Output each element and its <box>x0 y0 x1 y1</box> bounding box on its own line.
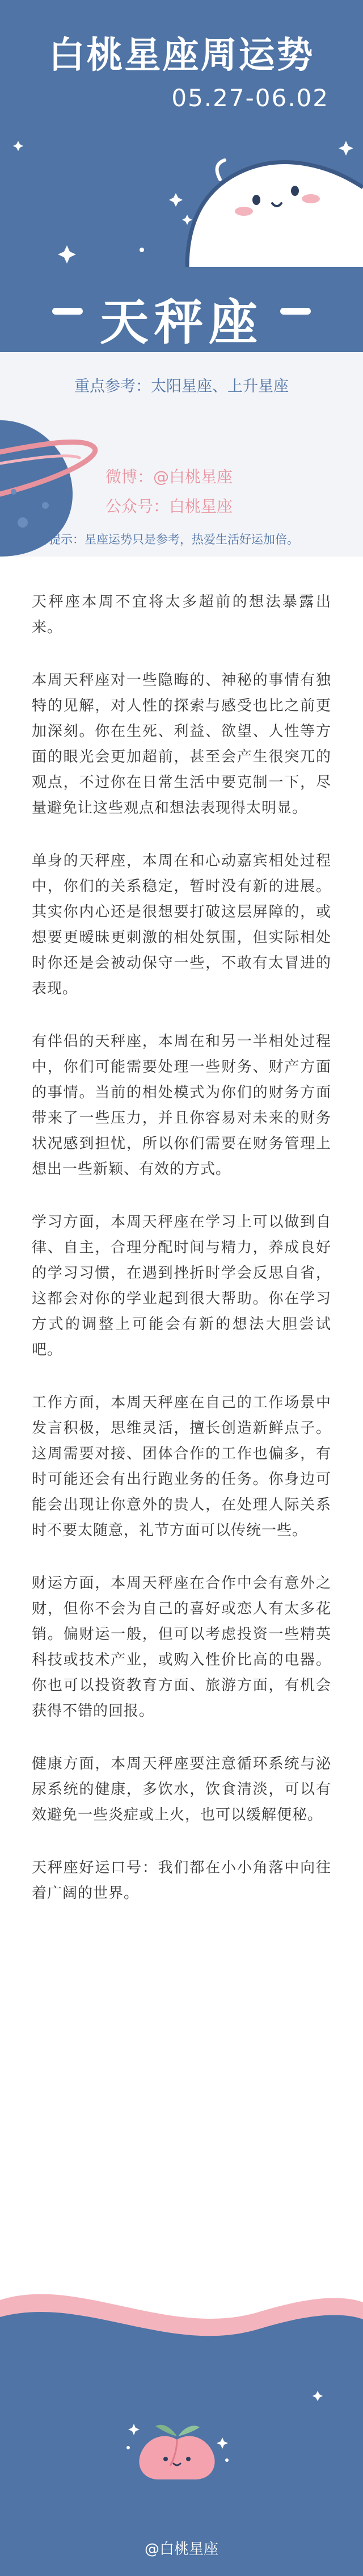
reference-note: 重点参考：太阳星座、上升星座 <box>74 378 289 395</box>
cloud-mascot-icon <box>187 162 363 267</box>
header <box>0 0 363 267</box>
zodiac-name: 天秤座 <box>100 294 263 351</box>
right-dash <box>280 308 311 315</box>
page-title: 白桃星座周运势 <box>48 35 315 77</box>
paragraph-study: 学习方面，本周天秤座在学习上可以做到自律、自主，合理分配时间与精力，养成良好的学习习惯，在遇到挫折时学会反思自省，这都会对你的学业起到很大帮助。你在学习方式的调整上可能会有新的想法大胆尝试吧。 <box>32 1214 331 1358</box>
date-range: 05.27-06.02 <box>171 84 329 112</box>
paragraph-lucky-slogan: 天秤座好运口号：我们都在小小角落中向往着广阔的世界。 <box>32 1859 331 1902</box>
mascot-eye-icon <box>291 186 299 196</box>
footer <box>0 2277 363 2576</box>
mascot-eye-icon <box>252 195 260 205</box>
footer-watermark: @白桃星座 <box>144 2541 218 2558</box>
zodiac-banner <box>0 267 363 352</box>
paragraph-health: 健康方面，本周天秤座要注意循环系统与泌尿系统的健康，多饮水，饮食清淡，可以有效避免一些炎症或上火，也可以缓解便秘。 <box>32 1755 331 1824</box>
footer-decoration <box>0 2277 363 2576</box>
paragraph-work: 工作方面，本周天秤座在自己的工作场景中发言积极，思维灵活，擅长创造新鲜点子。这周需要对接、团体合作的工作也偏多，有时可能还会有出行跑业务的任务。你身边可能会出现让你意外的贵人，在处理人际关系时不要太随意，礼节方面可以传统一些。 <box>32 1394 331 1539</box>
paragraph-couple-love: 有伴侣的天秤座，本周在和另一半相处过程中，你们可能需要处理一些财务、财产方面的事情。当前的相处模式为你们的财务方面带来了一些压力，并且你容易对未来的财务状况感到担忧，所以你们需要在财务管理上想出一些新颖、有效的方式。 <box>32 1033 331 1178</box>
paragraph-intro: 天秤座本周不宜将太多超前的想法暴露出来。 <box>32 593 331 636</box>
weibo-account: 微博：@白桃星座 <box>105 467 233 486</box>
info-card <box>0 352 363 557</box>
paragraph-general: 本周天秤座对一些隐晦的、神秘的事情有独特的见解，对人性的探索与感受也比之前更加深刻。你在生死、利益、欲望、人性等方面的眼光会更加超前，甚至会产生很突兀的观点，不过你在日常生活中要克制一下，尽量避免让这些观点和想法表现得太明显。 <box>32 672 331 817</box>
paragraph-wealth: 财运方面，本周天秤座在合作中会有意外之财，但你不会为自己的喜好或恋人有太多花销。偏财运一般，但可以考虑投资一些精英科技或技术产业，或购入性价比高的电器。你也可以投资教育方面、旅游方面，有机会获得不错的回报。 <box>32 1575 331 1720</box>
horoscope-content <box>32 568 331 1906</box>
paragraph-single-love: 单身的天秤座，本周在和心动嘉宾相处过程中，你们的关系稳定，暂时没有新的进展。其实你内心还是很想要打破这层屏障的，或想要更暧昧更刺激的相处氛围，但实际相处时你还是会被动保守一些，不敢有太冒进的表现。 <box>32 852 331 997</box>
official-account: 公众号：白桃星座 <box>105 497 233 516</box>
hint-text: 温馨提示：星座运势只是参考，热爱生活好运加倍。 <box>25 533 299 546</box>
